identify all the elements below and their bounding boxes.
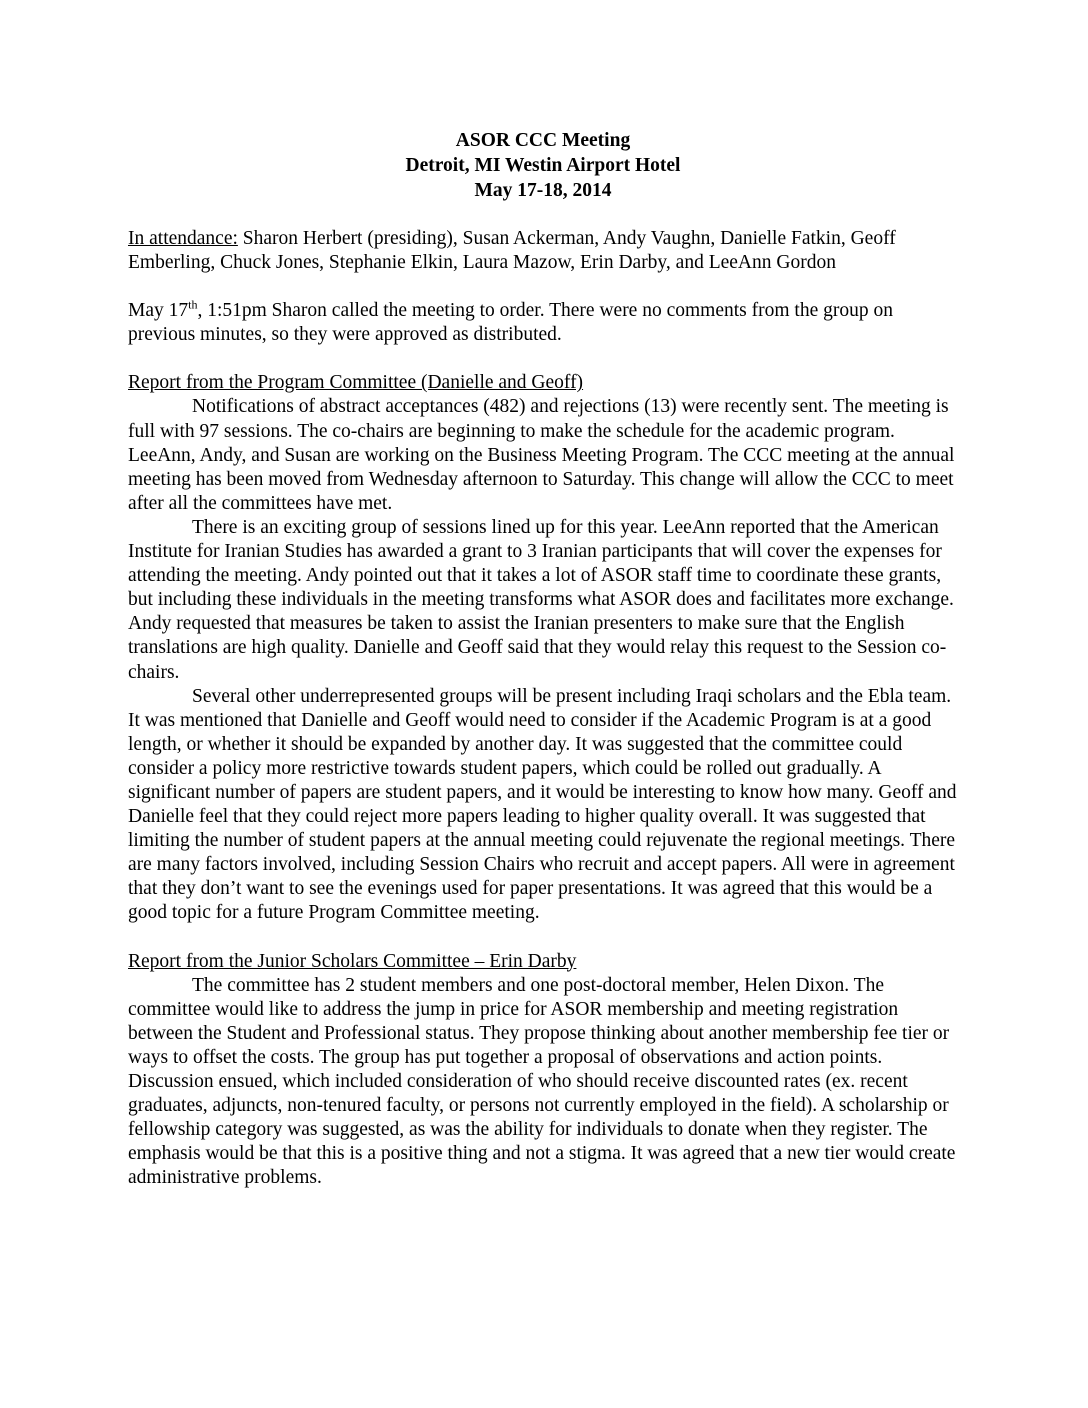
junior-scholars-section [128, 950, 958, 1191]
attendance-paragraph [128, 227, 958, 275]
junior-scholars-paragraph-1: The committee has 2 student members and one post-doctoral member, Helen Dixon. The committee would like to address the jump in price for ASOR membership and meeting registration between the Student and Professional status. They propose thinking about another membership fee tier or ways to offset the costs. The group has put together a proposal of observations and action points. Discussion ensued, which included consideration of who should receive discounted rates (ex. recent graduates, adjuncts, non-tenured faculty, or persons not currently employed in the field). A scholarship or fellowship category was suggested, as was the ability for individuals to donate when they register. The emphasis would be that this is a positive thing and not a stigma. It was agreed that a new tier would create administrative problems. [128, 974, 956, 1189]
document-page [128, 128, 958, 1214]
meeting-location: Detroit, MI Westin Airport Hotel [405, 155, 681, 176]
program-committee-paragraph-2: There is an exciting group of sessions lined up for this year. LeeAnn reported that the American Institute for Iranian Studies has awarded a grant to 3 Iranian participants that will cover the expenses for attending the meeting. Andy pointed out that it takes a lot of ASOR staff time to coordinate these grants, but including these individuals in the meeting transforms what ASOR does and facilitates more exchange. Andy requested that measures be taken to assist the Iranian presenters to make sure that the English translations are high quality. Danielle and Geoff said that they would relay this request to the Session co-chairs. [128, 516, 954, 683]
call-to-order-text: , 1:51pm Sharon called the meeting to order. There were no comments from the group on previous minutes, so they were approved as distributed. [128, 300, 893, 346]
attendance-list: Sharon Herbert (presiding), Susan Ackerman, Andy Vaughn, Danielle Fatkin, Geoff Emberling, Chuck Jones, Stephanie Elkin, Laura Mazow, Erin Darby, and LeeAnn Gordon [128, 228, 896, 274]
call-to-order-day-suffix: th [188, 297, 198, 312]
junior-scholars-heading: Report from the Junior Scholars Committee – Erin Darby [128, 950, 577, 972]
document-title: ASOR CCC Meeting [455, 130, 631, 151]
program-committee-heading: Report from the Program Committee (Danielle and Geoff) [128, 372, 584, 394]
attendance-label: In attendance: [128, 228, 238, 249]
program-committee-section [128, 371, 958, 925]
call-to-order-paragraph [128, 299, 958, 347]
program-committee-paragraph-1: Notifications of abstract acceptances (482) and rejections (13) were recently sent. The meeting is full with 97 sessions. The co-chairs are beginning to make the schedule for the academic program. LeeAnn, Andy, and Susan are working on the Business Meeting Program. The CCC meeting at the annual meeting has been moved from Wednesday afternoon to Saturday. This change will allow the CCC to meet after all the committees have met. [128, 396, 955, 514]
document-header [128, 128, 958, 203]
program-committee-paragraph-3: Several other underrepresented groups will be present including Iraqi scholars and the Ebla team. It was mentioned that Danielle and Geoff would need to consider if the Academic Program is at a good length, or whether it should be expanded by another day. It was suggested that the committee could consider a policy more restrictive towards student papers, which could be rolled out gradually. A significant number of papers are student papers, and it would be interesting to know how many. Geoff and Danielle feel that they could reject more papers leading to higher quality overall. It was suggested that limiting the number of student papers at the annual meeting could rejuvenate the regional meetings. There are many factors involved, including Session Chairs who recruit and accept papers. All were in agreement that they don’t want to see the evenings used for paper presentations. It was agreed that this would be a good topic for a future Program Committee meeting. [128, 685, 957, 924]
call-to-order-day: May 17 [128, 300, 189, 322]
meeting-date: May 17-18, 2014 [474, 180, 612, 201]
